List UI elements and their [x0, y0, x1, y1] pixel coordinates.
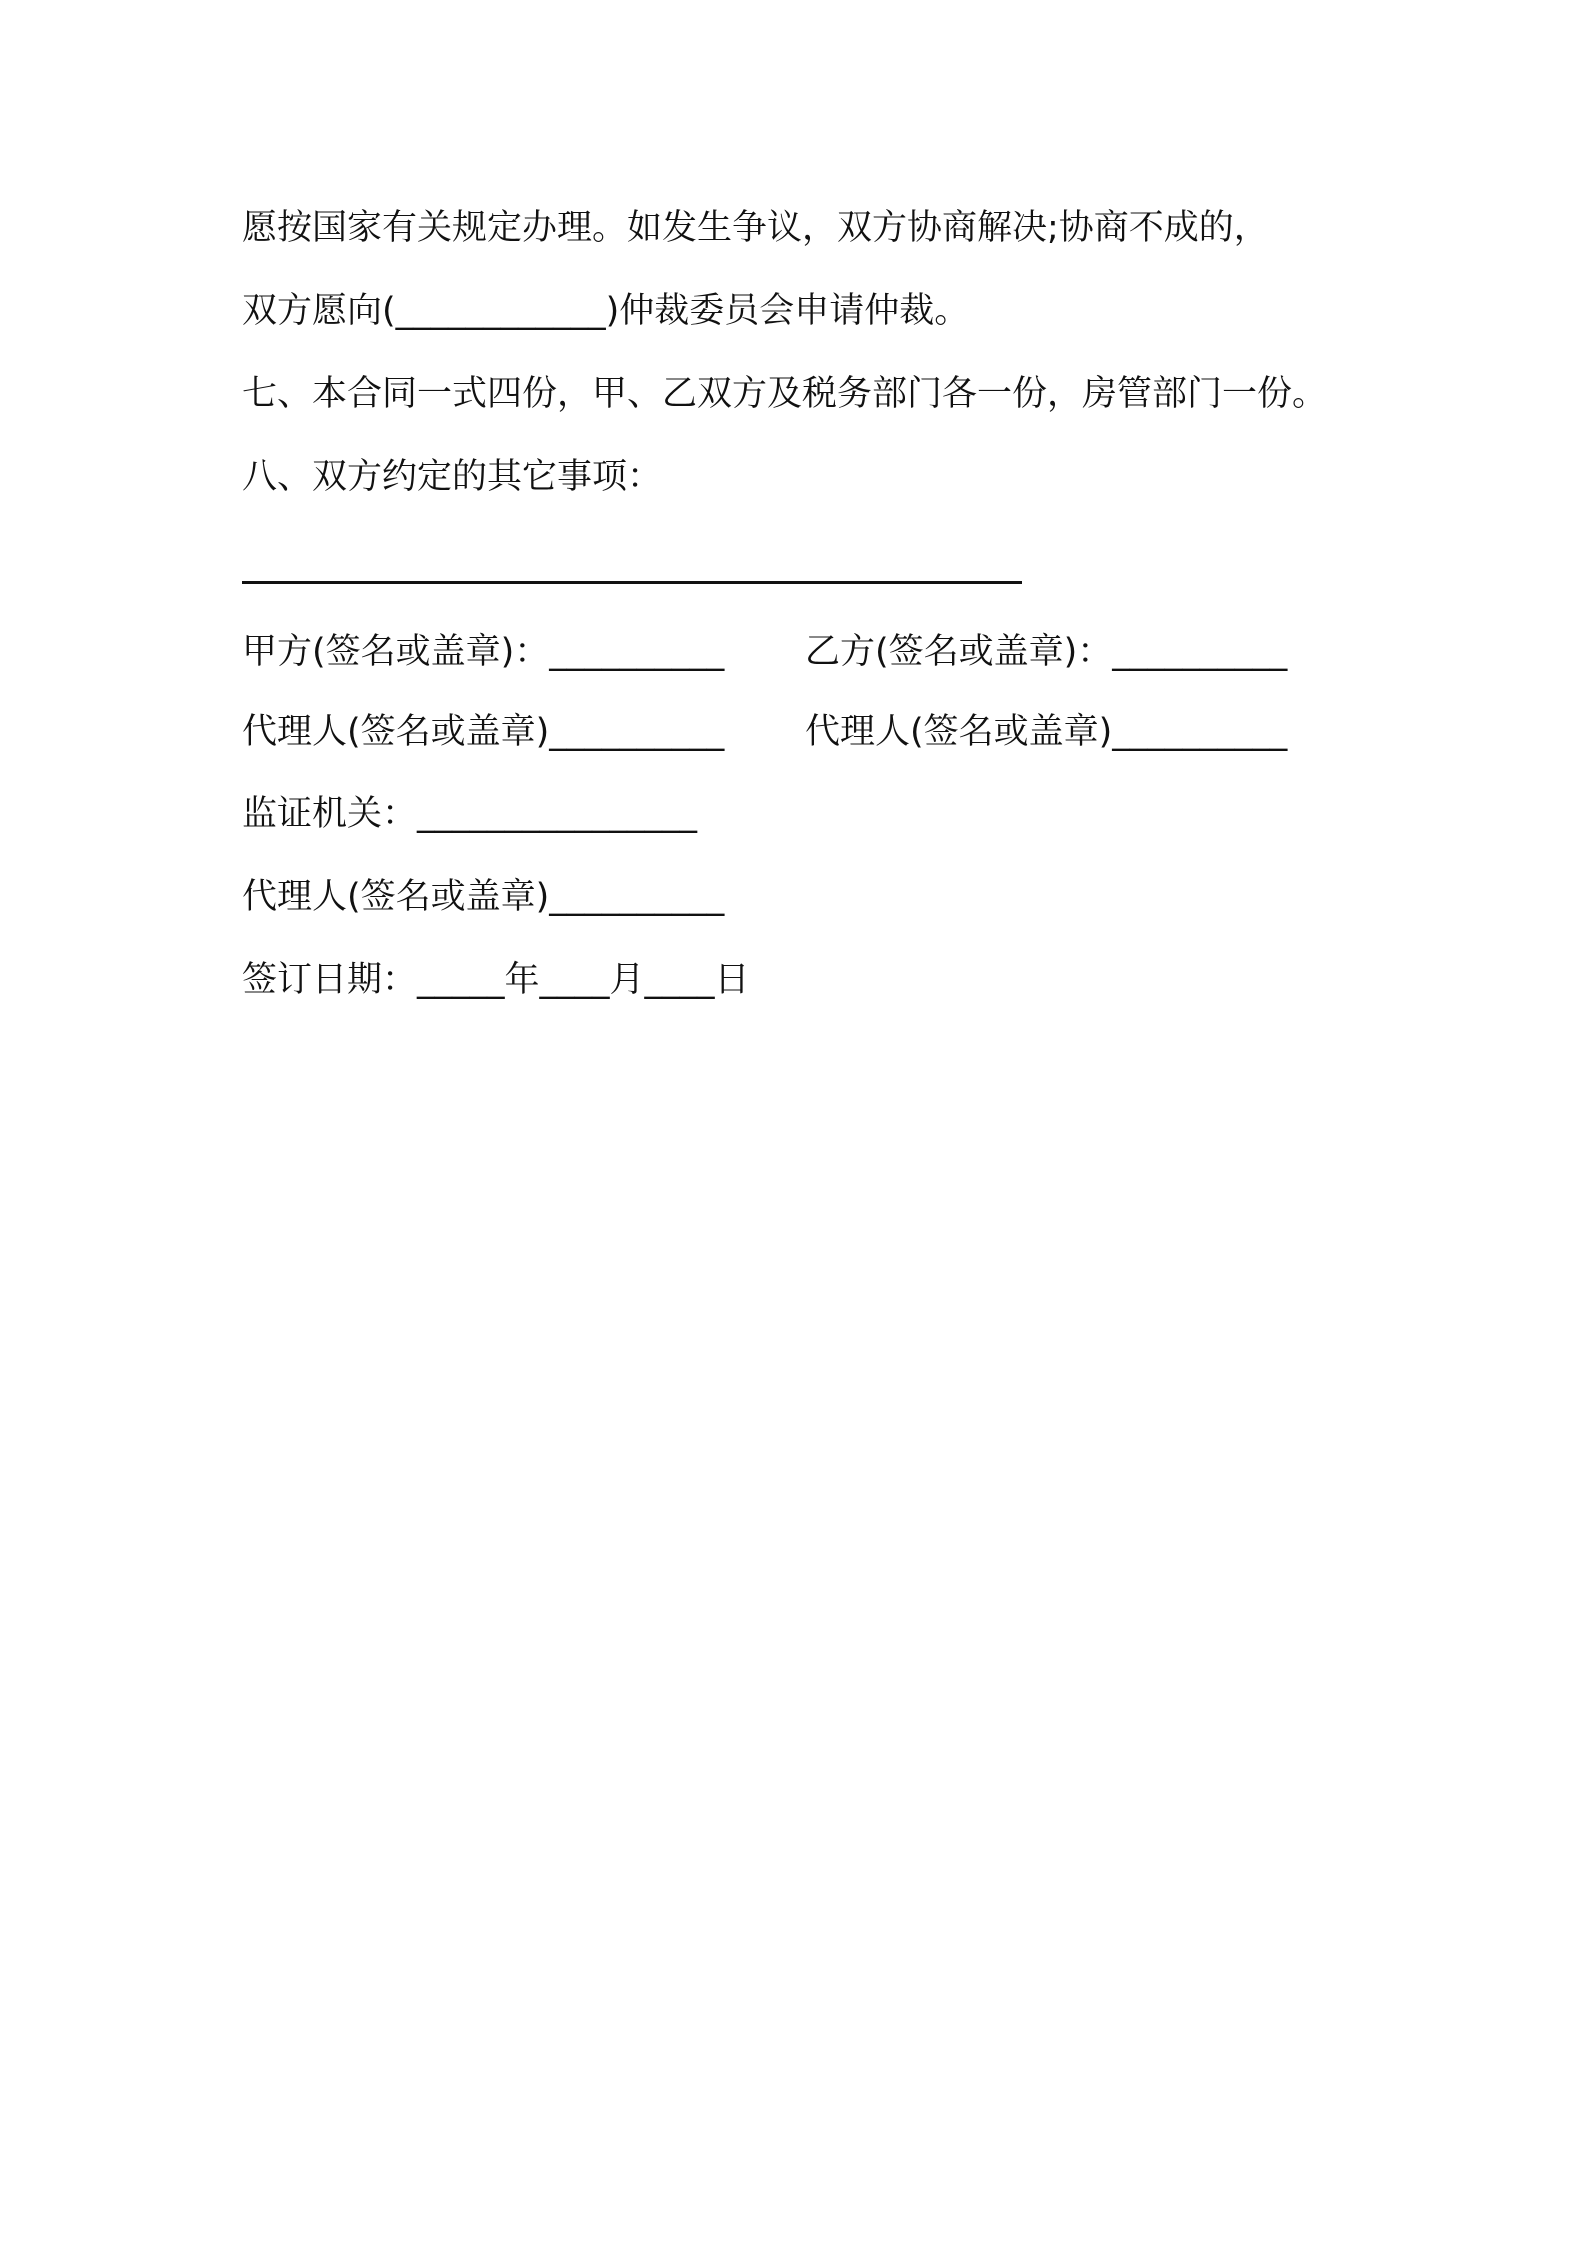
agent-b-signature: 代理人(签名或盖章)__________: [805, 712, 1288, 752]
supervising-authority: 监证机关：________________: [242, 794, 698, 834]
agent-a-signature: 代理人(签名或盖章)__________: [242, 712, 725, 752]
clause-text-line-1: 愿按国家有关规定办理。如发生争议，双方协商解决;协商不成的，: [242, 208, 1269, 248]
clause-eight: 八、双方约定的其它事项：: [242, 457, 663, 497]
signing-date: 签订日期：_____年____月____日: [242, 960, 750, 1000]
clause-seven: 七、本合同一式四份，甲、乙双方及税务部门各一份，房管部门一份。: [242, 374, 1328, 414]
party-a-signature: 甲方(签名或盖章)：__________: [242, 632, 725, 672]
clause-text-line-2: 双方愿向(____________)仲裁委员会申请仲裁。: [242, 291, 970, 331]
authority-agent-signature: 代理人(签名或盖章)__________: [242, 877, 725, 917]
other-matters-blank-line: [242, 581, 1022, 584]
party-b-signature: 乙方(签名或盖章)：__________: [805, 632, 1288, 672]
